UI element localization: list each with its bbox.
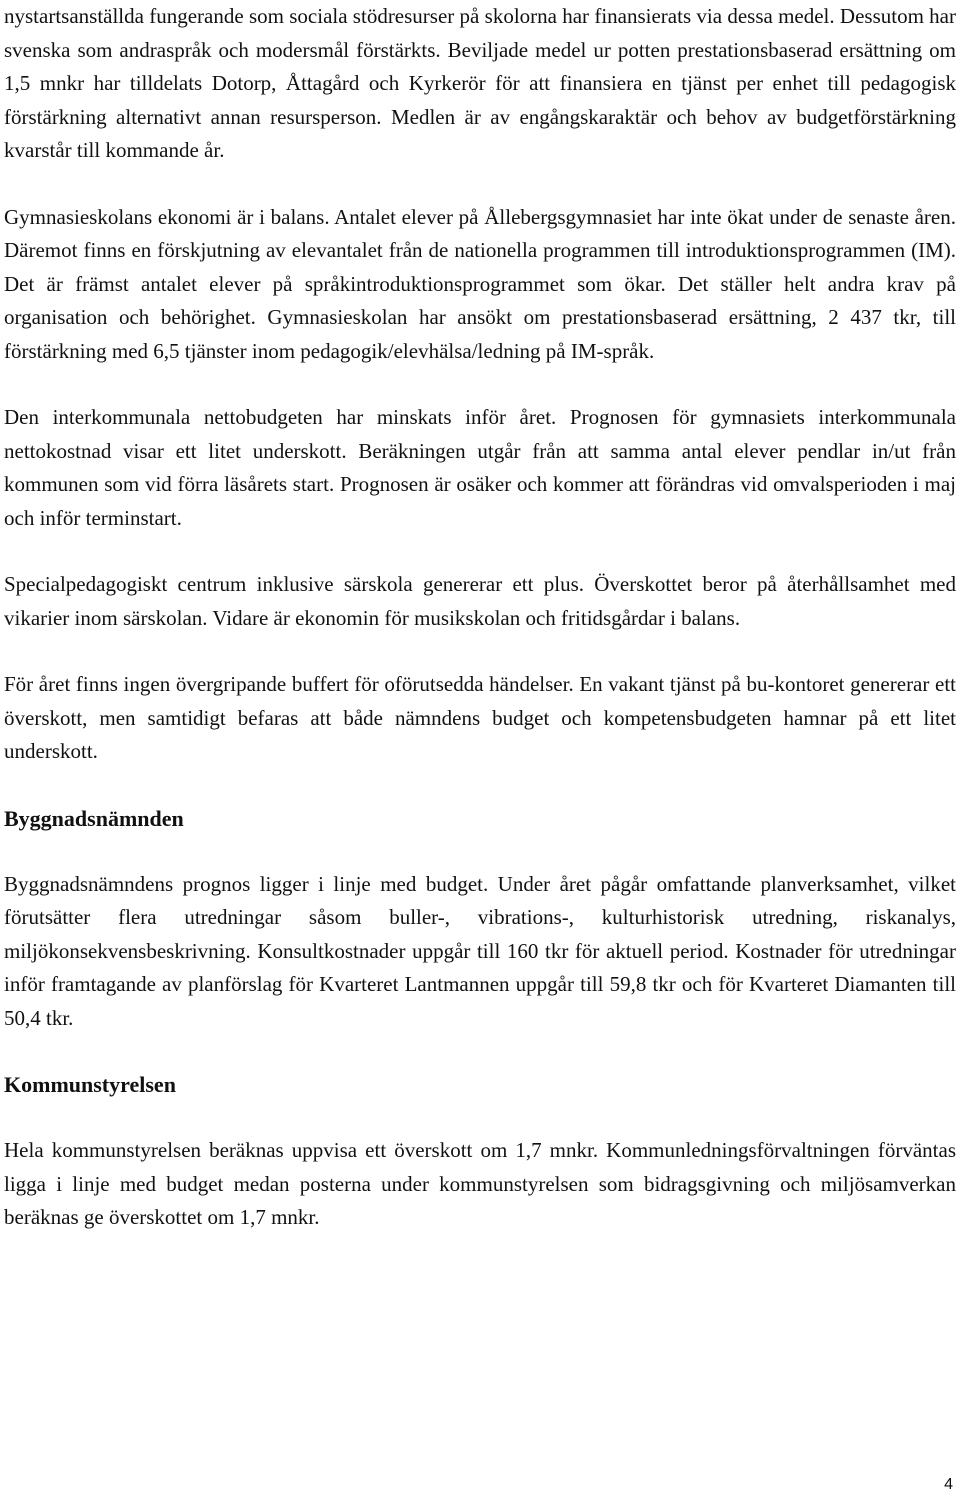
document-page [4,0,956,1235]
paragraph-gap [4,1035,956,1068]
paragraph-gap [4,635,956,668]
paragraph-specialpedagogik: Specialpedagogiskt centrum inklusive särskola genererar ett plus. Överskottet beror på återhållsamhet med vikarier inom särskolan. Vidare är ekonomin för musikskolan och fritidsgårdar i balans. [4,572,956,630]
paragraph-buffert: För året finns ingen övergripande buffert för oförutsedda händelser. En vakant tjänst på bu-kontoret genererar ett överskott, men samtidigt befaras att både nämndens budget och kompetensbudgeten hamnar på ett litet underskott. [4,672,956,763]
paragraph-kommunstyrelsen: Hela kommunstyrelsen beräknas uppvisa ett överskott om 1,7 mnkr. Kommunledningsförvaltningen förväntas ligga i linje med budget medan posterna under kommunstyrelsen som bidragsgivning och miljösamverkan beräknas ge överskottet om 1,7 mnkr. [4,1138,956,1229]
heading-gap [4,835,956,868]
heading-gap [4,1101,956,1134]
paragraph-gap [4,535,956,568]
paragraph-gymnasium: Gymnasieskolans ekonomi är i balans. Antalet elever på Ållebergsgymnasiet har inte ökat under de senaste åren. Däremot finns en förskjutning av elevantalet från de nationella programmen till introduktionsprogrammen (IM). Det är främst antalet elever på språkintroduktionsprogrammet som ökar. Det ställer helt andra krav på organisation och behörighet. Gymnasieskolan har ansökt om prestationsbaserad ersättning, 2 437 tkr, till förstärkning med 6,5 tjänster inom pedagogik/elevhälsa/ledning på IM-språk. [4,204,956,363]
paragraph-resources: nystartsanställda fungerande som sociala stödresurser på skolorna har finansierats via dessa medel. Dessutom har svenska som andraspråk och modersmål förstärkts. Beviljade medel ur potten prestationsbaserad ersättning om 1,5 mnkr har tilldelats Dotorp, Åttagård och Kyrkerör för att finansiera en tjänst per enhet till pedagogisk förstärkning alternativt annan resursperson. Medlen är av engångskaraktär och behov av budgetförstärkning kvarstår till kommande år. [4,4,956,162]
heading-byggnadsnamnden: Byggnadsnämnden [4,805,184,831]
paragraph-gap [4,769,956,802]
paragraph-gap [4,168,956,201]
page-number: 4 [944,1476,953,1493]
paragraph-gap [4,368,956,401]
paragraph-byggnadsnamnden: Byggnadsnämndens prognos ligger i linje med budget. Under året pågår omfattande planverksamhet, vilket förutsätter flera utredningar såsom buller-, vibrations-, kulturhistorisk utredning, riskanalys, miljökonsekvensbeskrivning. Konsultkostnader uppgår till 160 tkr för aktuell period. Kostnader för utredningar inför framtagande av planförslag för Kvarteret Lantmannen uppgår till 59,8 tkr och för Kvarteret Diamanten till 50,4 tkr. [4,871,956,1030]
heading-kommunstyrelsen: Kommunstyrelsen [4,1072,176,1097]
paragraph-interkommunal: Den interkommunala nettobudgeten har minskats inför året. Prognosen för gymnasiets interkommunala nettokostnad visar ett litet underskott. Beräkningen utgår från att samma antal elever pendlar in/ut från kommunen som vid förra läsårets start. Prognosen är osäker och kommer att förändras vid omvalsperioden i maj och inför terminstart. [4,405,956,530]
